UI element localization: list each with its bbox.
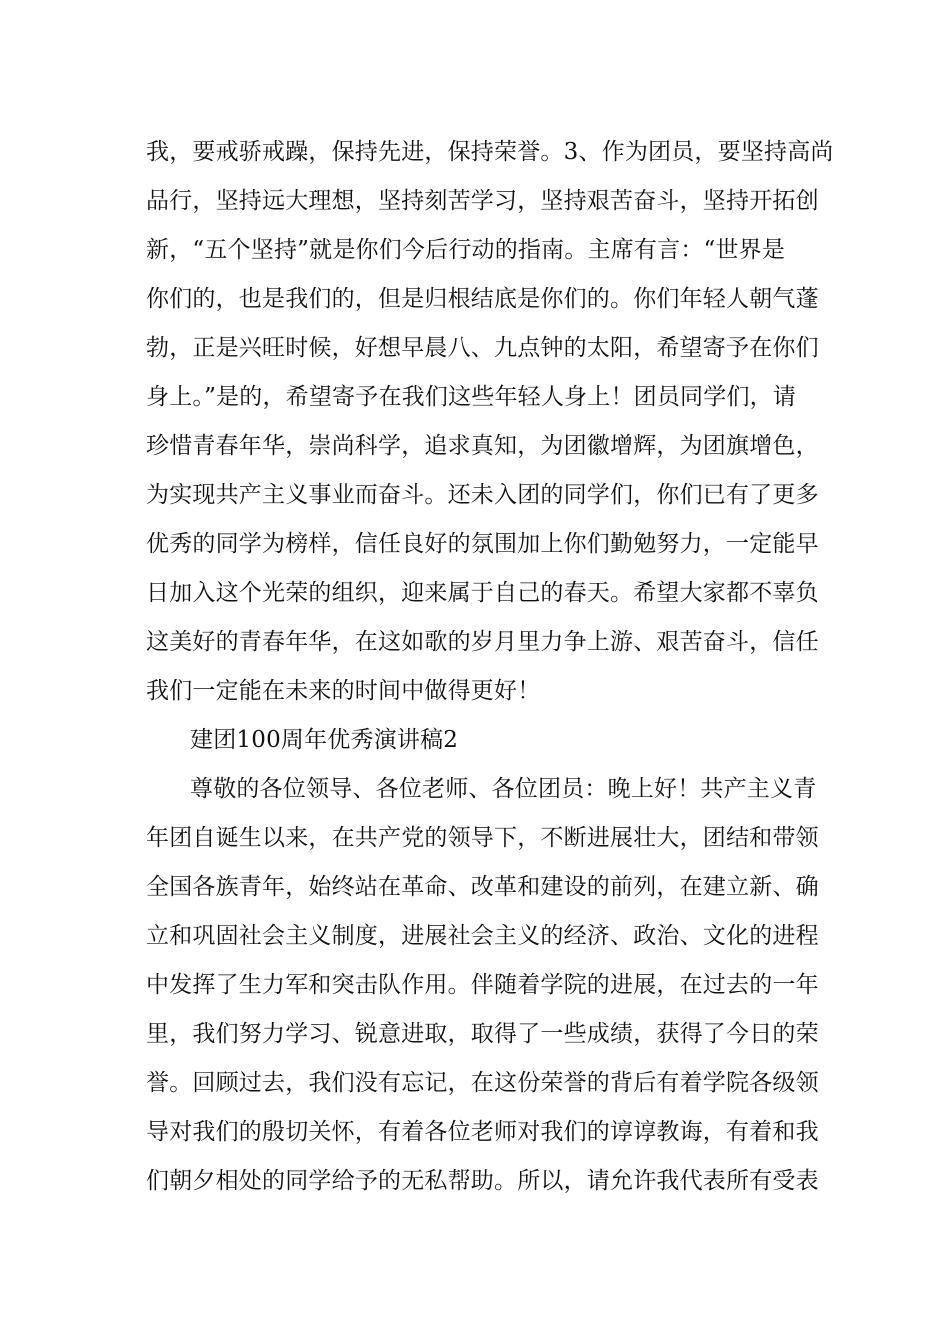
text-line: 全国各族青年，始终站在革命、改革和建设的前列，在建立新、确	[146, 874, 819, 900]
text-line: 导对我们的殷切关怀，有着各位老师对我们的谆谆教诲，有着和我	[146, 1119, 819, 1145]
text-line: 你们的，也是我们的，但是归根结底是你们的。你们年轻人朝气蓬	[146, 286, 819, 312]
text-line: 珍惜青春年华，崇尚科学，追求真知，为团徽增辉，为团旗增色，	[146, 433, 819, 459]
text-line: 为实现共产主义事业而奋斗。还未入团的同学们，你们已有了更多	[146, 482, 819, 508]
text-line: 们朝夕相处的同学给予的无私帮助。所以，请允许我代表所有受表	[146, 1168, 819, 1194]
text-line: 新，“五个坚持”就是你们今后行动的指南。主席有言：“世界是	[146, 237, 786, 263]
text-line: 身上。”是的，希望寄予在我们这些年轻人身上！团员同学们，请	[146, 384, 797, 410]
text-line: 我们一定能在未来的时间中做得更好！	[146, 678, 541, 704]
text-line: 日加入这个光荣的组织，迎来属于自己的春天。希望大家都不辜负	[146, 580, 819, 606]
text-line: 优秀的同学为榜样，信任良好的氛围加上你们勤勉努力，一定能早	[146, 531, 819, 557]
text-line: 品行，坚持远大理想，坚持刻苦学习，坚持艰苦奋斗，坚持开拓创	[146, 188, 819, 214]
text-line: 中发挥了生力军和突击队作用。伴随着学院的进展，在过去的一年	[146, 972, 819, 998]
text-line: 我，要戒骄戒躁，保持先进，保持荣誉。3、作为团员，要坚持高尚	[146, 139, 834, 165]
section-heading: 建团100周年优秀演讲稿2	[190, 727, 459, 753]
text-line: 誉。回顾过去，我们没有忘记，在这份荣誉的背后有着学院各级领	[146, 1070, 819, 1096]
text-line: 尊敬的各位领导、各位老师、各位团员：晚上好！共产主义青	[190, 776, 817, 802]
text-line: 立和巩固社会主义制度，进展社会主义的经济、政治、文化的进程	[146, 923, 819, 949]
text-line: 里，我们努力学习、锐意进取，取得了一些成绩，获得了今日的荣	[146, 1021, 819, 1047]
text-line: 勃，正是兴旺时候，好想早晨八、九点钟的太阳，希望寄予在你们	[146, 335, 819, 361]
text-line: 年团自诞生以来，在共产党的领导下，不断进展壮大，团结和带领	[146, 825, 819, 851]
text-line: 这美好的青春年华，在这如歌的岁月里力争上游、艰苦奋斗，信任	[146, 629, 819, 655]
